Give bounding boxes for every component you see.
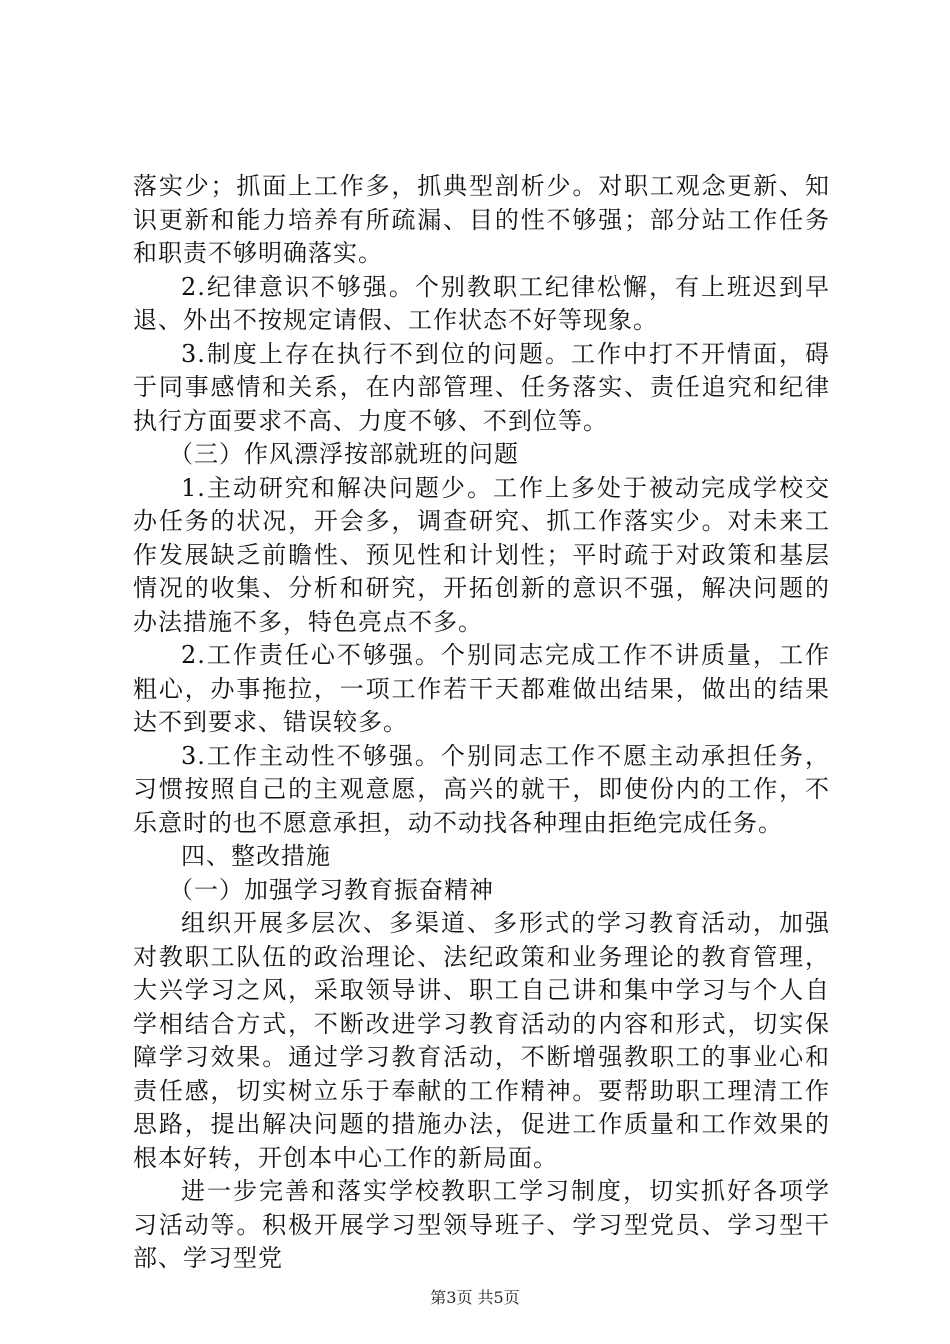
section-heading-work-style: （三）作风漂浮按部就班的问题 [169, 440, 519, 468]
paragraph-responsibility: 2.工作责任心不够强。个别同志完成工作不讲质量，工作粗心，办事拖拉，一项工作若干天都难做出结果，做出的结果达不到要求、错误较多。 [133, 641, 830, 736]
document-body [133, 170, 830, 1276]
paragraph-research: 1.主动研究和解决问题少。工作上多处于被动完成学校交办任务的状况，开会多，调查研究、抓工作落实少。对未来工作发展缺乏前瞻性、预见性和计划性；平时疏于对政策和基层情况的收集、分析和研究，开拓创新的意识不强，解决问题的办法措施不多，特色亮点不多。 [133, 473, 830, 636]
paragraph-discipline: 2.纪律意识不够强。个别教职工纪律松懈，有上班迟到早退、外出不按规定请假、工作状态不好等现象。 [133, 272, 830, 334]
page-number-footer: 第3页 共5页 [430, 1288, 520, 1307]
paragraph-system-execution: 3.制度上存在执行不到位的问题。工作中打不开情面，碍于同事感情和关系，在内部管理、任务落实、责任追究和纪律执行方面要求不高、力度不够、不到位等。 [133, 339, 830, 435]
section-heading-rectification: 四、整改措施 [181, 842, 331, 870]
paragraph-study-system: 进一步完善和落实学校教职工学习制度，切实抓好各项学习活动等。积极开展学习型领导班子、学习型党员、学习型干部、学习型党 [133, 1177, 830, 1272]
paragraph-study-activities: 组织开展多层次、多渠道、多形式的学习教育活动，加强对教职工队伍的政治理论、法纪政策和业务理论的教育管理，大兴学习之风，采取领导讲、职工自己讲和集中学习与个人自学相结合方式，不断改进学习教育活动的内容和形式，切实保障学习效果。通过学习教育活动，不断增强教职工的事业心和责任感，切实树立乐于奉献的工作精神。要帮助职工理清工作思路，提出解决问题的措施办法，促进工作质量和工作效果的根本好转，开创本中心工作的新局面。 [133, 909, 830, 1172]
paragraph-continuation: 落实少；抓面上工作多，抓典型剖析少。对职工观念更新、知识更新和能力培养有所疏漏、目的性不够强；部分站工作任务和职责不够明确落实。 [133, 172, 830, 267]
paragraph-initiative: 3.工作主动性不够强。个别同志工作不愿主动承担任务，习惯按照自己的主观意愿，高兴的就干，即使份内的工作，不乐意时的也不愿意承担，动不动找各种理由拒绝完成任务。 [133, 741, 830, 837]
subsection-heading-study: （一）加强学习教育振奋精神 [169, 875, 494, 904]
